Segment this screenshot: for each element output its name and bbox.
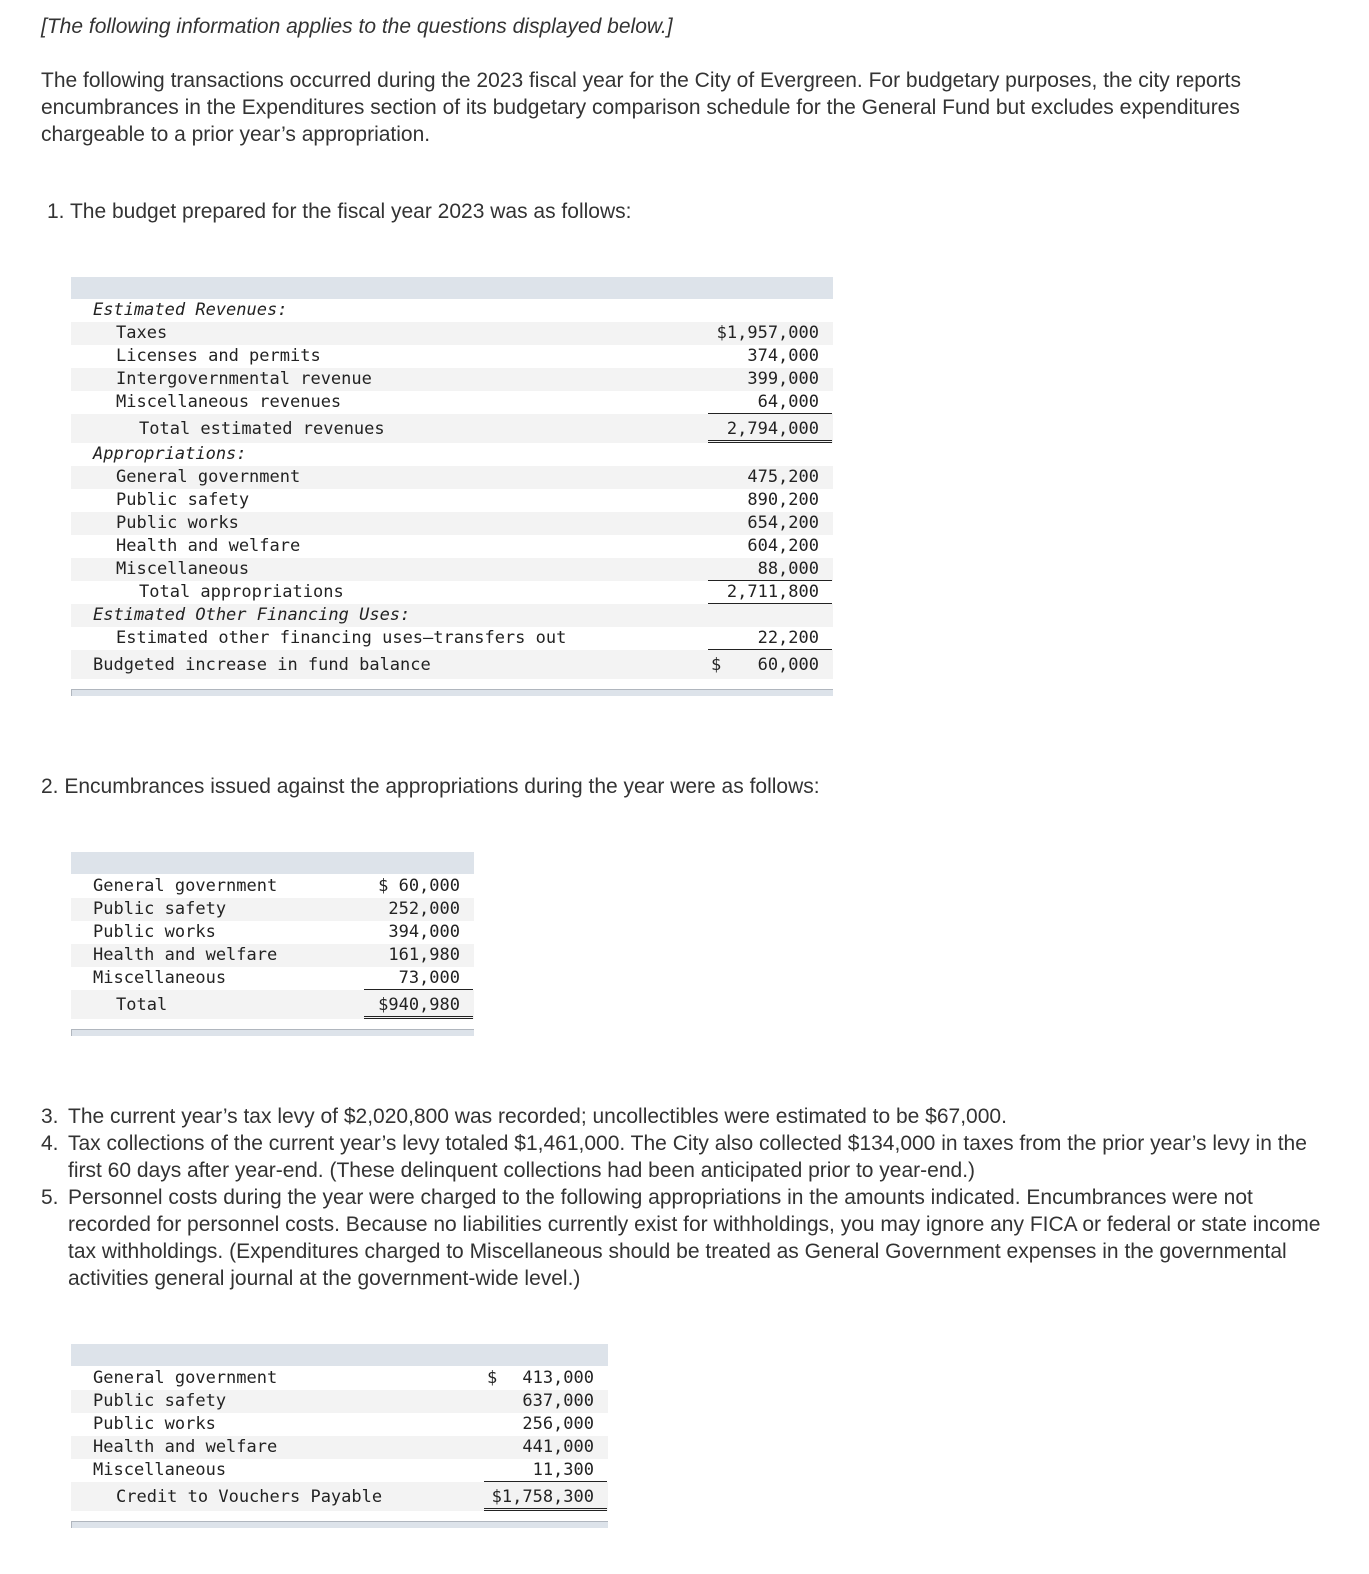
row-value: 394,000 xyxy=(388,922,460,942)
item-text: Personnel costs during the year were charged to the following appropriations in the amounts indicated. Encumbrances were not recorded for personnel costs. Because no liabilities currently exist for withholdings, you may ignore any FICA or federal or state income tax withholdings. (Expenditures charged to Miscellaneous should be treated as General Government expenses in the governmental activities general journal at the government-wide level.) xyxy=(68,1186,1321,1290)
transactions-list xyxy=(41,1103,1331,1292)
table-row xyxy=(71,1367,608,1390)
item-number: 5. xyxy=(41,1186,59,1209)
table-header-bar xyxy=(71,277,833,299)
budget-table xyxy=(71,277,833,696)
row-label: Miscellaneous xyxy=(93,968,227,988)
table-footer-bar xyxy=(71,1029,474,1036)
item-1-text: 1. The budget prepared for the fiscal year 2023 was as follows: xyxy=(47,200,632,223)
row-value: 64,000 xyxy=(757,392,819,412)
row-value: 11,300 xyxy=(532,1460,594,1480)
table-row xyxy=(71,466,833,489)
table-row xyxy=(71,1413,608,1436)
intro-note: [The following information applies to the questions displayed below.] xyxy=(41,15,673,38)
table-header-bar xyxy=(71,1344,608,1366)
row-value: 60,000 xyxy=(757,655,819,675)
table-footer-bar xyxy=(71,689,833,696)
table-row xyxy=(71,1459,608,1482)
personnel-table xyxy=(71,1344,608,1528)
list-item xyxy=(41,1130,1331,1184)
list-item xyxy=(41,1103,1331,1130)
table-row xyxy=(71,558,833,581)
row-label: Taxes xyxy=(116,323,168,343)
row-value: 441,000 xyxy=(522,1437,594,1457)
table-row xyxy=(71,1390,608,1413)
row-value: 890,200 xyxy=(747,490,819,510)
table-row xyxy=(71,990,474,1019)
row-value: 604,200 xyxy=(747,536,819,556)
item-2-text: 2. Encumbrances issued against the appropriations during the year were as follows: xyxy=(41,775,820,798)
row-value: 161,980 xyxy=(388,945,460,965)
table-row xyxy=(71,921,474,944)
row-label: Health and welfare xyxy=(93,1437,278,1457)
row-label: Intergovernmental revenue xyxy=(116,369,372,389)
row-label: Public works xyxy=(93,1414,216,1434)
row-value: $1,758,300 xyxy=(491,1487,594,1507)
intro-paragraph: The following transactions occurred during the 2023 fiscal year for the City of Evergreen. For budgetary purposes, the city reports encumbrances in the Expenditures section of its budgetary comparison schedule for the General Fund but excludes expenditures chargeable to a prior year’s appropriation. xyxy=(41,69,1241,146)
table-row xyxy=(71,875,474,898)
table-row xyxy=(71,368,833,391)
row-value: 252,000 xyxy=(388,899,460,919)
intro xyxy=(41,13,1341,148)
row-value: 256,000 xyxy=(522,1414,594,1434)
row-label: Licenses and permits xyxy=(116,346,321,366)
row-label: Public safety xyxy=(93,899,227,919)
row-value: 399,000 xyxy=(747,369,819,389)
table-row xyxy=(71,322,833,345)
row-label: Estimated Revenues: xyxy=(93,300,288,320)
row-value: 475,200 xyxy=(747,467,819,487)
row-value: 22,200 xyxy=(757,628,819,648)
row-value: $940,980 xyxy=(378,995,460,1015)
table-row xyxy=(71,898,474,921)
row-value: 73,000 xyxy=(398,968,460,988)
table-row xyxy=(71,1482,608,1511)
double-underline xyxy=(484,1508,607,1511)
row-value: 2,711,800 xyxy=(726,582,819,602)
table-row xyxy=(71,650,833,679)
row-label: Total appropriations xyxy=(139,582,344,602)
row-label: Estimated Other Financing Uses: xyxy=(93,605,411,625)
row-value: $ 60,000 xyxy=(378,876,460,896)
row-label: Total xyxy=(116,995,168,1015)
table-row xyxy=(71,443,833,466)
row-value: 2,794,000 xyxy=(726,419,819,439)
table-header-bar xyxy=(71,852,474,874)
row-value: 413,000 xyxy=(522,1368,594,1388)
row-label: Credit to Vouchers Payable xyxy=(116,1487,383,1507)
encumbrances-table xyxy=(71,852,474,1036)
item-text: Tax collections of the current year’s levy totaled $1,461,000. The City also collected $134,000 in taxes from the prior year’s levy in the first 60 days after year-end. (These delinquent collections had been anticipated prior to year-end.) xyxy=(68,1132,1307,1182)
table-row xyxy=(71,391,833,414)
row-label: Miscellaneous xyxy=(116,559,250,579)
row-label: Health and welfare xyxy=(116,536,301,556)
row-label: General government xyxy=(116,467,301,487)
row-value: 88,000 xyxy=(757,559,819,579)
row-label: Miscellaneous xyxy=(93,1460,227,1480)
table-footer-bar xyxy=(71,1521,608,1528)
row-label: Public works xyxy=(116,513,239,533)
table-row xyxy=(71,512,833,535)
row-label: General government xyxy=(93,876,278,896)
row-value: $1,957,000 xyxy=(716,323,819,343)
row-label: General government xyxy=(93,1368,278,1388)
row-label: Budgeted increase in fund balance xyxy=(93,655,431,675)
item-number: 4. xyxy=(41,1132,59,1155)
table-row xyxy=(71,967,474,990)
table-row xyxy=(71,627,833,650)
item-number: 3. xyxy=(41,1105,59,1128)
row-label: Miscellaneous revenues xyxy=(116,392,342,412)
row-label: Public safety xyxy=(93,1391,227,1411)
table-row xyxy=(71,604,833,627)
row-value: 637,000 xyxy=(522,1391,594,1411)
table-row xyxy=(71,299,833,322)
table-row xyxy=(71,489,833,512)
row-label: Public works xyxy=(93,922,216,942)
table-row xyxy=(71,944,474,967)
table-row xyxy=(71,581,833,604)
list-item xyxy=(41,1184,1331,1292)
table-row xyxy=(71,414,833,443)
double-underline xyxy=(364,1016,473,1019)
row-label: Health and welfare xyxy=(93,945,278,965)
row-label: Appropriations: xyxy=(93,444,247,464)
item-text: The current year’s tax levy of $2,020,800 was recorded; uncollectibles were estimated to be $67,000. xyxy=(68,1105,1007,1128)
row-label: Public safety xyxy=(116,490,250,510)
row-label: Estimated other financing uses—transfers out xyxy=(116,628,567,648)
dollar-sign: $ xyxy=(711,655,722,675)
table-row xyxy=(71,345,833,368)
dollar-sign: $ xyxy=(487,1368,498,1388)
row-value: 374,000 xyxy=(747,346,819,366)
table-row xyxy=(71,1436,608,1459)
row-label: Total estimated revenues xyxy=(139,419,385,439)
row-value: 654,200 xyxy=(747,513,819,533)
table-row xyxy=(71,535,833,558)
